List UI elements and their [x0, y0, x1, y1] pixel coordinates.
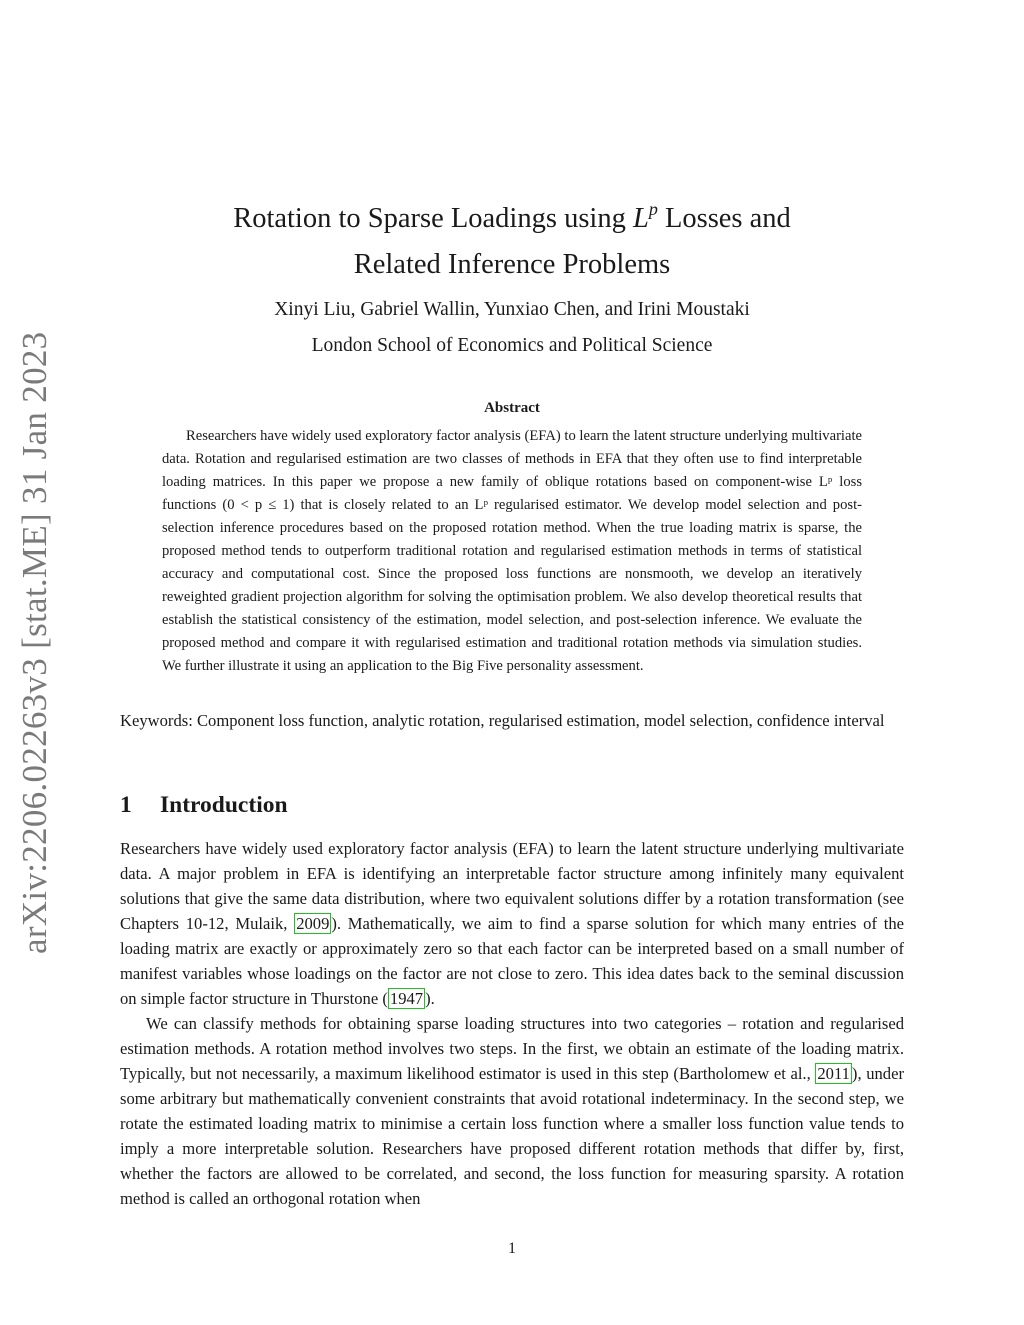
intro-paragraph — [120, 1011, 904, 1211]
paragraph-text: We can classify methods for obtaining sparse loading structures into two categories – rotation and regularised estimation methods. A rotation method involves two steps. In the first, we obtain an estimate of the loading matrix. Typically, but not necessarily, a maximum likelihood estimator is used in this step (Bartholomew et al., — [120, 1014, 904, 1083]
section-number: 1 — [120, 792, 132, 818]
section-heading — [120, 789, 288, 821]
paragraph-text: ). Mathematically, we aim to find a sparse solution for which many entries of the loading matrix are exactly or approximately zero so that each factor can be interpreted based on a small number of manifest variables whose loadings on the factor are not close to zero. This idea dates back to the seminal discussion on simple factor structure in Thurstone ( — [120, 914, 904, 1008]
paragraph-text: Researchers have widely used exploratory factor analysis (EFA) to learn the latent structure underlying multivariate data. A major problem in EFA is identifying an interpretable factor structure among infinitely many equivalent solutions that give the same data distribution, where two equivalent solutions differ by a rotation transformation (see Chapters 10-12, Mulaik, — [120, 839, 904, 933]
citation-link-bartholomew[interactable]: 2011 — [817, 1064, 850, 1083]
title-math-superscript: p — [648, 199, 658, 219]
affiliation: London School of Economics and Political Science — [311, 335, 713, 356]
keywords: Keywords: Component loss function, analytic rotation, regularised estimation, model selection, confidence interval — [120, 711, 885, 730]
introduction-body — [120, 836, 904, 1211]
citation-link-mulaik[interactable]: 2009 — [296, 914, 330, 933]
title-math-L: L — [632, 203, 649, 234]
title-text: Rotation to Sparse Loadings using — [233, 203, 633, 234]
paragraph-text: ). — [425, 989, 435, 1008]
abstract-heading: Abstract — [484, 400, 540, 416]
page-number: 1 — [508, 1240, 516, 1257]
citation-link-thurstone[interactable]: 1947 — [389, 989, 424, 1008]
paper-title — [120, 186, 904, 288]
title-text-suffix: Losses and — [657, 203, 791, 234]
title-line-1 — [120, 186, 904, 242]
intro-paragraph — [120, 836, 904, 1011]
arxiv-identifier-stamp: arXiv:2206.02263v3 [stat.ME] 31 Jan 2023 — [15, 331, 54, 954]
abstract-body: Researchers have widely used exploratory factor analysis (EFA) to learn the latent structure underlying multivariate data. Rotation and regularised estimation are two classes of methods in EFA that they often use to find interpretable loading matrices. In this paper we propose a new family of oblique rotations based on component-wise Lᵖ loss functions (0 < p ≤ 1) that is closely related to an Lᵖ regularised estimator. We develop model selection and post-selection inference procedures based on the proposed rotation method. When the true loading matrix is sparse, the proposed method tends to outperform traditional rotation and regularised estimation methods in terms of statistical accuracy and computational cost. Since the proposed loss functions are nonsmooth, we develop an iteratively reweighted gradient projection algorithm for solving the optimisation problem. We also develop theoretical results that establish the statistical consistency of the estimation, model selection, and post-selection inference. We evaluate the proposed method and compare it with regularised estimation and traditional rotation methods via simulation studies. We further illustrate it using an application to the Big Five personality assessment. — [162, 428, 862, 674]
section-title: Introduction — [160, 792, 288, 818]
paragraph-text: ), under some arbitrary but mathematically convenient constraints that avoid rotational indeterminacy. In the second step, we rotate the estimated loading matrix to minimise a certain loss function where a smaller loss function value tends to imply a more interpretable solution. Researchers have proposed different rotation methods that differ by, first, whether the factors are allowed to be correlated, and second, the loss function for measuring sparsity. A rotation method is called an orthogonal rotation when — [120, 1064, 904, 1208]
author-list: Xinyi Liu, Gabriel Wallin, Yunxiao Chen, and Irini Moustaki — [274, 299, 750, 320]
title-line-2: Related Inference Problems — [353, 249, 671, 280]
